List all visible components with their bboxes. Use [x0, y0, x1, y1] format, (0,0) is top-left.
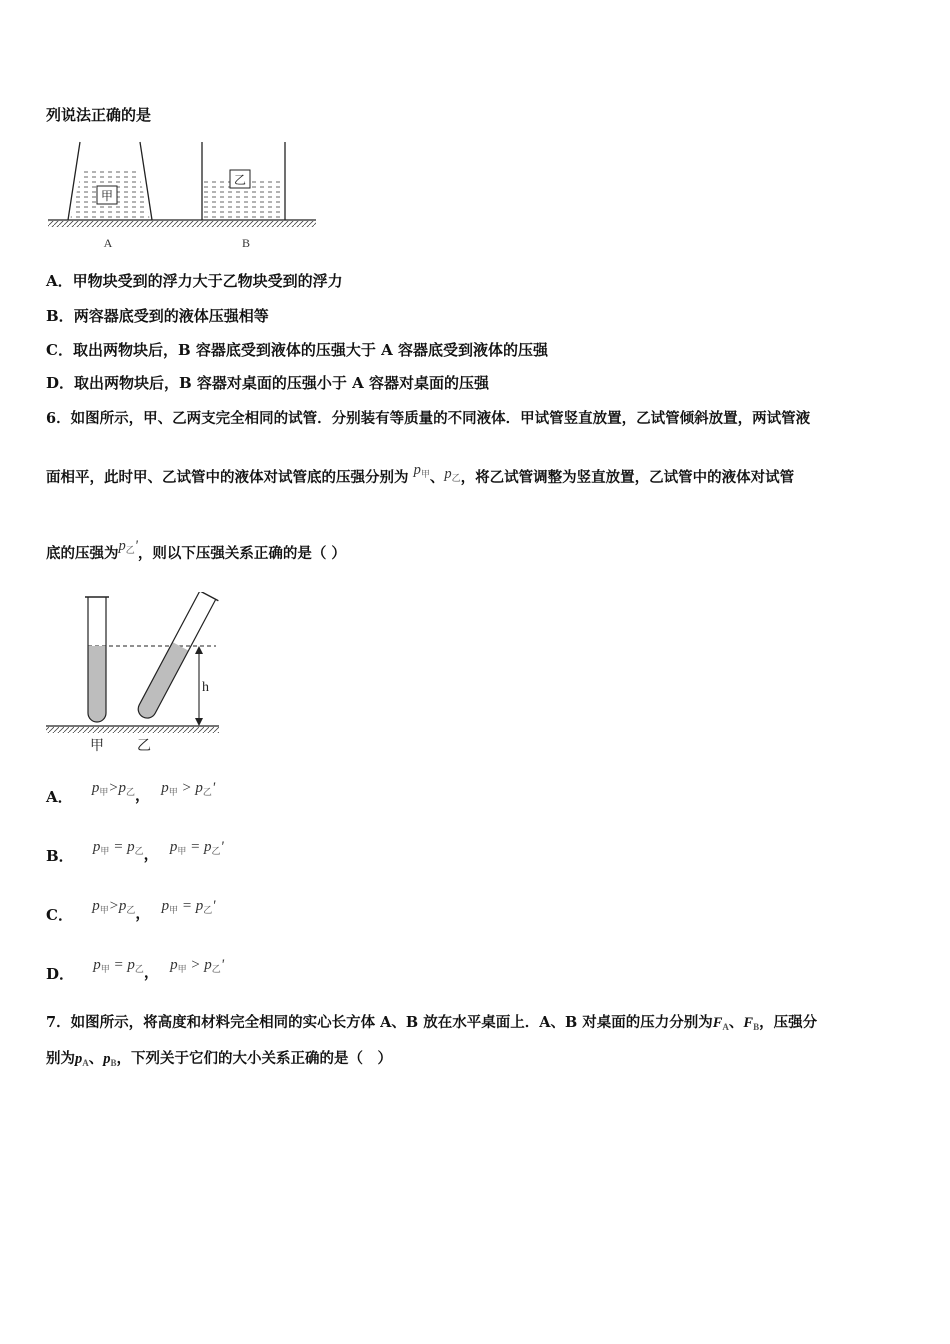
q6-stem-line3: 底的压强为$p_乙'$，则以下压强关系正确的是（ ）: [46, 538, 346, 562]
q5-containers-figure: [44, 140, 319, 255]
q5-option-d: D．取出两物块后，B 容器对桌面的压强小于 A 容器对桌面的压强: [46, 374, 490, 392]
q5-option-b: B．两容器底受到的液体压强相等: [46, 307, 269, 325]
height-label: h: [202, 680, 209, 695]
q7-stem-line1: 7．如图所示，将高度和材料完全相同的实心长方体 A、B 放在水平桌面上．A、B 对桌面的压力分别为$F_A$、$F_B$，压强分: [46, 1014, 818, 1032]
q6-test-tubes-figure: [44, 592, 224, 757]
container-b-label: B: [241, 236, 251, 250]
q5-option-c: C．取出两物块后，B 容器底受到液体的压强大于 A 容器底受到液体的压强: [46, 341, 548, 359]
q5-option-a: A．甲物块受到的浮力大于乙物块受到的浮力: [46, 272, 343, 290]
container-a-label: A: [103, 236, 113, 250]
q6-option-d: D． $p_甲 = p_乙$， $p_甲 > p_乙'$: [46, 957, 225, 983]
q6-stem-line1: 6．如图所示，甲、乙两支完全相同的试管．分别装有等质量的不同液体．甲试管竖直放置，乙试管倾斜放置，两试管液: [46, 410, 811, 427]
q7-stem-line2: 别为$p_A$、$p_B$，下列关于它们的大小关系正确的是（ ）: [46, 1050, 393, 1068]
tube-jia-label: 甲: [90, 739, 104, 754]
q6-option-b: B． $p_甲 = p_乙$， $p_甲 = p_乙'$: [46, 839, 224, 865]
block-yi-label: 乙: [233, 173, 247, 187]
block-jia-label: 甲: [100, 189, 114, 203]
p-yi-prime-symbol: $p_乙'$: [118, 538, 138, 555]
p-jia-symbol: $p_甲$: [413, 462, 430, 479]
force-a-symbol: $F_A$: [712, 1015, 729, 1032]
p-yi-symbol: $p_乙$: [444, 466, 461, 483]
q5-stem-tail: 列说法正确的是: [46, 106, 152, 124]
q6-option-a: A． $p_甲>p_乙$， $p_甲 > p_乙'$: [46, 780, 216, 806]
q6-option-c: C． $p_甲>p_乙$， $p_甲 = p_乙'$: [46, 898, 216, 924]
force-b-symbol: $F_B$: [743, 1015, 760, 1032]
tube-yi-label: 乙: [137, 739, 151, 754]
q6-stem-line2: 面相平，此时甲、乙试管中的液体对试管底的压强分别为 $p_甲$、$p_乙$，将乙试管调整为竖直放置，乙试管中的液体对试管: [46, 462, 795, 486]
pressure-a-symbol: $p_A$: [75, 1051, 89, 1068]
pressure-b-symbol: $p_B$: [103, 1051, 117, 1068]
